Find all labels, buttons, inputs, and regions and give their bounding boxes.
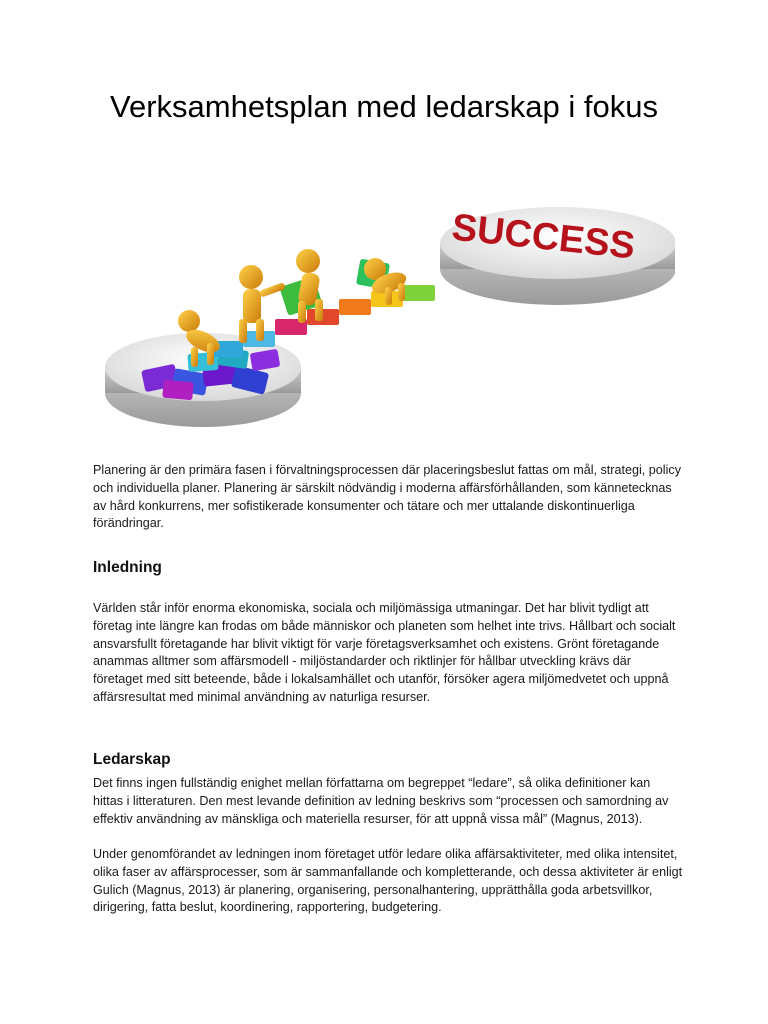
intro-paragraph: Planering är den primära fasen i förvaltningsprocessen där placeringsbeslut fattas om mål, strategi, policy och individuella planer. Planering är särskilt nödvändig i moderna affärsförhållanden, som kännetecknas av hård konkurrens, mer sofistikerade konsumenter och tätare och mer uttalande diskontinuerliga förändringar. [93, 463, 682, 531]
document-title: Verksamhetsplan med ledarskap i fokus [110, 89, 658, 124]
puzzle-success-image [93, 171, 675, 443]
success-sign-text: SUCCESS [449, 206, 637, 268]
success-illustration [93, 171, 675, 443]
paragraph-inledning: Världen står inför enorma ekonomiska, sociala och miljömässiga utmaningar. Det har blivit tydligt att företag inte längre kan frodas om både människor och planeten som helhet inte trivs. Hållbart och socialt ansvarsfullt företagande har blivit viktigt för varje företagsverksamhet och existens. Grönt företagande anammas alltmer som affärsmodell - miljöstandarder och riktlinjer för hållbar utveckling krävs där företaget med sitt beteende, både i lokalsamhället och utanför, försöker agera miljömedvetet och uppnå affärsresultat med minimal användning av naturliga resurser. [93, 601, 676, 704]
paragraph-ledarskap-activities: Under genomförandet av ledningen inom företaget utför ledare olika affärsaktiviteter, med olika intensitet, olika faser av affärsprocesser, som är sammanfallande och kompletterande, och dessa aktiviteter är enligt Gulich (Magnus, 2013) är planering, organisering, personalhantering, upprätthålla goda arbetsvillkor, dirigering, fatta beslut, koordinering, rapportering, budgetering. [93, 847, 683, 915]
heading-ledarskap: Ledarskap [93, 751, 171, 768]
heading-inledning: Inledning [93, 559, 162, 576]
paragraph-ledarskap-definition: Det finns ingen fullständig enighet mellan författarna om begreppet “ledare”, så olika definitioner kan hittas i litteraturen. Den mest levande definition av ledning beskrivs som “processen och samordning av effektiv användning av mänskliga och materiella resurser, för att uppnå vissa mål” (Magnus, 2013). [93, 776, 669, 826]
